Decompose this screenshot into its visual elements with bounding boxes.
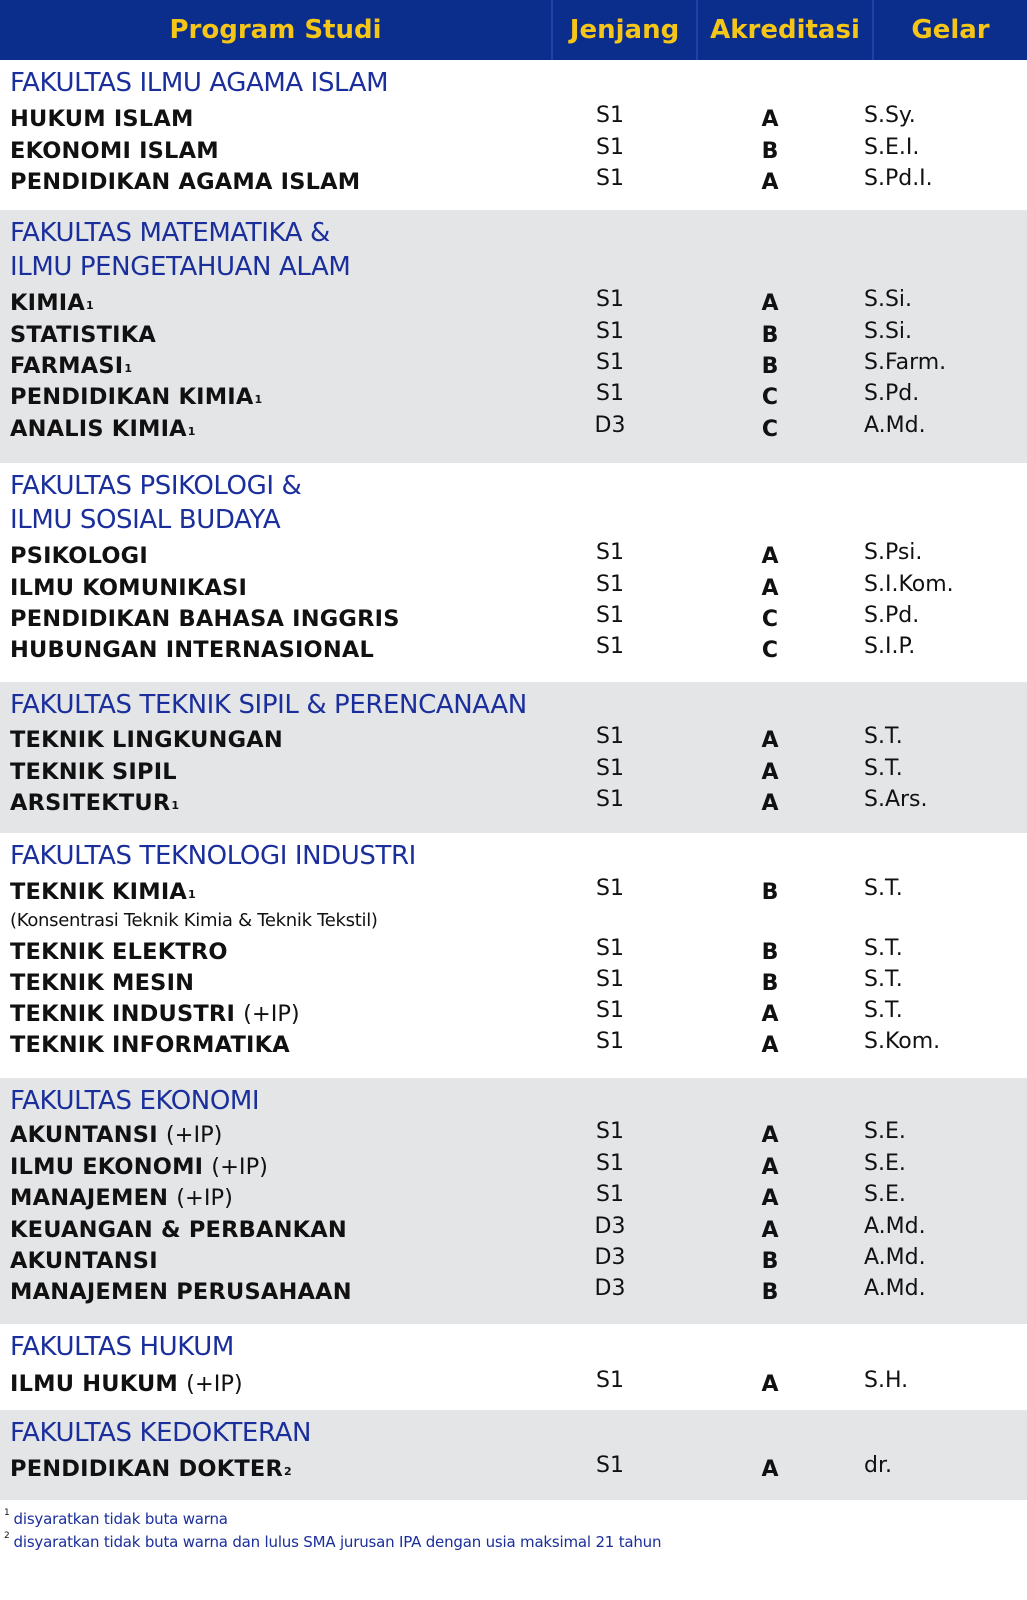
akreditasi-cell: B <box>761 880 779 905</box>
faculty-section <box>0 1324 1027 1410</box>
gelar-cell: S.Si. <box>864 287 913 312</box>
gelar-cell: S.I.P. <box>864 634 916 659</box>
akreditasi-cell: A <box>761 1123 779 1148</box>
gelar-cell: A.Md. <box>864 1214 926 1239</box>
program-name-text: TEKNIK INFORMATIKA <box>10 1032 290 1058</box>
faculty-section <box>0 1078 1027 1324</box>
gelar-cell: S.Ars. <box>864 787 928 812</box>
jenjang-cell: S1 <box>596 319 624 344</box>
table-row <box>0 788 1027 819</box>
faculty-title: FAKULTAS EKONOMI <box>10 1086 260 1116</box>
program-name-text: HUKUM ISLAM <box>10 106 194 132</box>
program-name <box>10 414 196 445</box>
jenjang-cell: S1 <box>596 572 624 597</box>
program-name <box>10 725 283 756</box>
program-name-text: EKONOMI ISLAM <box>10 138 219 164</box>
faculty-title: FAKULTAS ILMU AGAMA ISLAM <box>10 68 389 98</box>
program-name <box>10 1152 268 1183</box>
program-name-text: PSIKOLOGI <box>10 543 148 569</box>
jenjang-cell: D3 <box>594 1276 626 1301</box>
program-name-text: TEKNIK KIMIA <box>10 879 188 905</box>
program-name-text: TEKNIK ELEKTRO <box>10 939 228 965</box>
faculty-section <box>0 60 1027 210</box>
gelar-cell: S.T. <box>864 936 903 961</box>
gelar-cell: S.Pd. <box>864 603 920 628</box>
gelar-cell: A.Md. <box>864 413 926 438</box>
jenjang-cell: S1 <box>596 634 624 659</box>
faculty-section <box>0 1410 1027 1500</box>
faculty-section <box>0 682 1027 833</box>
faculty-title: FAKULTAS KEDOKTERAN <box>10 1418 312 1448</box>
program-name <box>10 1183 233 1214</box>
program-name-text: TEKNIK SIPIL <box>10 759 177 785</box>
jenjang-cell: S1 <box>596 103 624 128</box>
faculty-section <box>0 833 1027 1078</box>
table-row <box>0 167 1027 198</box>
gelar-cell: S.Pd. <box>864 381 920 406</box>
program-name <box>10 604 400 635</box>
program-name <box>10 1030 290 1061</box>
akreditasi-cell: A <box>761 1155 779 1180</box>
table-row <box>0 382 1027 413</box>
akreditasi-cell: A <box>761 760 779 785</box>
program-name-text: TEKNIK LINGKUNGAN <box>10 727 283 753</box>
jenjang-cell: S1 <box>596 287 624 312</box>
program-name-text: AKUNTANSI <box>10 1248 158 1274</box>
faculty-title: FAKULTAS TEKNOLOGI INDUSTRI <box>10 841 416 871</box>
header-akreditasi: Akreditasi <box>696 0 872 60</box>
footnote-marker: 1 <box>85 299 94 312</box>
table-row <box>0 104 1027 135</box>
gelar-cell: S.Psi. <box>864 540 923 565</box>
program-name-text: MANAJEMEN <box>10 1185 169 1211</box>
program-name <box>10 1120 222 1151</box>
program-extra: (+IP) <box>176 1185 233 1211</box>
faculty-section <box>0 463 1027 682</box>
table-row <box>0 414 1027 445</box>
program-name <box>10 167 360 198</box>
program-name <box>10 1215 347 1246</box>
faculty-section <box>0 210 1027 463</box>
table-row <box>0 1183 1027 1214</box>
program-name-text: ARSITEKTUR <box>10 790 171 816</box>
footnote-1-text: disyaratkan tidak buta warna <box>13 1510 228 1528</box>
jenjang-cell: S1 <box>596 724 624 749</box>
akreditasi-cell: A <box>761 1218 779 1243</box>
table-row <box>0 1030 1027 1061</box>
gelar-cell: S.T. <box>864 998 903 1023</box>
gelar-cell: S.T. <box>864 876 903 901</box>
jenjang-cell: S1 <box>596 756 624 781</box>
faculty-title: FAKULTAS MATEMATIKA & <box>10 218 330 248</box>
faculty-title: ILMU SOSIAL BUDAYA <box>10 505 281 535</box>
program-name-text: KEUANGAN & PERBANKAN <box>10 1217 347 1243</box>
akreditasi-cell: A <box>761 791 779 816</box>
gelar-cell: S.T. <box>864 756 903 781</box>
akreditasi-cell: A <box>761 1372 779 1397</box>
jenjang-cell: S1 <box>596 135 624 160</box>
footnote-2-text: disyaratkan tidak buta warna dan lulus SMA jurusan IPA dengan usia maksimal 21 tahun <box>13 1533 662 1551</box>
jenjang-cell: D3 <box>594 413 626 438</box>
program-name <box>10 320 156 351</box>
program-name <box>10 288 94 319</box>
akreditasi-cell: A <box>761 1002 779 1027</box>
jenjang-cell: S1 <box>596 1119 624 1144</box>
program-name <box>10 136 219 167</box>
program-extra: (+IP) <box>243 1001 300 1027</box>
program-name-text: HUBUNGAN INTERNASIONAL <box>10 637 375 663</box>
jenjang-cell: S1 <box>596 603 624 628</box>
program-name <box>10 1246 158 1277</box>
jenjang-cell: S1 <box>596 1368 624 1393</box>
jenjang-cell: S1 <box>596 998 624 1023</box>
footnote-marker: 1 <box>254 393 263 406</box>
faculty-title: ILMU PENGETAHUAN ALAM <box>10 252 351 282</box>
header-gelar: Gelar <box>872 0 1027 60</box>
header-jenjang: Jenjang <box>551 0 696 60</box>
footnote-marker: 1 <box>187 425 196 438</box>
akreditasi-cell: C <box>761 417 779 442</box>
program-name-text: PENDIDIKAN BAHASA INGGRIS <box>10 606 400 632</box>
program-name <box>10 382 262 413</box>
footnote-marker: 2 <box>283 1465 292 1478</box>
program-name <box>10 1454 292 1485</box>
akreditasi-cell: B <box>761 354 779 379</box>
program-name-text: ILMU HUKUM <box>10 1371 179 1397</box>
table-row <box>0 725 1027 756</box>
gelar-cell: S.I.Kom. <box>864 572 954 597</box>
akreditasi-cell: A <box>761 1033 779 1058</box>
akreditasi-cell: B <box>761 1249 779 1274</box>
jenjang-cell: D3 <box>594 1214 626 1239</box>
faculty-title: FAKULTAS TEKNIK SIPIL & PERENCANAAN <box>10 690 527 720</box>
program-extra: (+IP) <box>186 1371 243 1397</box>
jenjang-cell: S1 <box>596 1029 624 1054</box>
akreditasi-cell: C <box>761 638 779 663</box>
gelar-cell: S.E. <box>864 1119 906 1144</box>
header-program-studi: Program Studi <box>169 15 382 45</box>
program-name-text: ANALIS KIMIA <box>10 416 187 442</box>
akreditasi-cell: C <box>761 385 779 410</box>
program-name-text: AKUNTANSI <box>10 1122 158 1148</box>
akreditasi-cell: A <box>761 576 779 601</box>
jenjang-cell: S1 <box>596 967 624 992</box>
program-name <box>10 1369 243 1400</box>
jenjang-cell: S1 <box>596 1151 624 1176</box>
faculty-title: FAKULTAS HUKUM <box>10 1332 234 1362</box>
program-name <box>10 757 177 788</box>
footnote-marker: 1 <box>188 888 196 901</box>
program-name <box>10 999 300 1030</box>
program-name <box>10 968 194 999</box>
jenjang-cell: D3 <box>594 1245 626 1270</box>
akreditasi-cell: A <box>761 544 779 569</box>
jenjang-cell: S1 <box>596 350 624 375</box>
gelar-cell: S.E. <box>864 1182 906 1207</box>
program-name-text: ILMU KOMUNIKASI <box>10 575 248 601</box>
akreditasi-cell: C <box>761 607 779 632</box>
program-name-text: ILMU EKONOMI <box>10 1154 204 1180</box>
footnote-2-mark: 2 <box>4 1531 10 1541</box>
program-note: (Konsentrasi Teknik Kimia & Teknik Tekstil) <box>10 910 378 931</box>
jenjang-cell: S1 <box>596 540 624 565</box>
akreditasi-cell: B <box>761 971 779 996</box>
table-row <box>0 635 1027 666</box>
program-name <box>10 104 194 135</box>
program-name-text: TEKNIK MESIN <box>10 970 195 996</box>
table-row <box>0 541 1027 572</box>
akreditasi-cell: B <box>761 139 779 164</box>
program-name <box>10 351 132 382</box>
gelar-cell: S.Sy. <box>864 103 916 128</box>
gelar-cell: A.Md. <box>864 1245 926 1270</box>
jenjang-cell: S1 <box>596 166 624 191</box>
gelar-cell: S.Si. <box>864 319 913 344</box>
gelar-cell: S.E. <box>864 1151 906 1176</box>
table-row <box>0 877 1027 908</box>
akreditasi-cell: A <box>761 1186 779 1211</box>
jenjang-cell: S1 <box>596 787 624 812</box>
gelar-cell: S.Kom. <box>864 1029 941 1054</box>
program-name-text: FARMASI <box>10 353 124 379</box>
akreditasi-cell: B <box>761 940 779 965</box>
footnote-2 <box>4 1533 661 1551</box>
jenjang-cell: S1 <box>596 1182 624 1207</box>
program-name-text: PENDIDIKAN DOKTER <box>10 1456 283 1482</box>
akreditasi-cell: A <box>761 1457 779 1482</box>
program-name <box>10 788 179 819</box>
program-name <box>10 937 228 968</box>
program-name-text: KIMIA <box>10 290 85 316</box>
gelar-cell: S.T. <box>864 967 903 992</box>
program-name <box>10 877 196 908</box>
program-name <box>10 1277 352 1308</box>
akreditasi-cell: A <box>761 728 779 753</box>
table-row <box>0 1120 1027 1151</box>
akreditasi-cell: A <box>761 291 779 316</box>
program-name-text: PENDIDIKAN KIMIA <box>10 384 254 410</box>
program-name <box>10 573 247 604</box>
gelar-cell: S.Farm. <box>864 350 947 375</box>
footnote-1 <box>4 1510 228 1528</box>
gelar-cell: S.Pd.I. <box>864 166 933 191</box>
footnote-1-mark: 1 <box>4 1508 10 1518</box>
program-name-text: TEKNIK INDUSTRI <box>10 1001 236 1027</box>
akreditasi-cell: A <box>761 107 779 132</box>
jenjang-cell: S1 <box>596 876 624 901</box>
program-extra: (+IP) <box>211 1154 268 1180</box>
gelar-cell: S.H. <box>864 1368 909 1393</box>
program-name <box>10 635 374 666</box>
faculty-title: FAKULTAS PSIKOLOGI & <box>10 471 302 501</box>
gelar-cell: A.Md. <box>864 1276 926 1301</box>
footnote-marker: 1 <box>124 362 133 375</box>
jenjang-cell: S1 <box>596 381 624 406</box>
jenjang-cell: S1 <box>596 1453 624 1478</box>
gelar-cell: S.E.I. <box>864 135 920 160</box>
akreditasi-cell: B <box>761 1280 779 1305</box>
program-name-text: MANAJEMEN PERUSAHAAN <box>10 1279 352 1305</box>
program-extra: (+IP) <box>165 1122 223 1148</box>
table-row <box>0 288 1027 319</box>
program-name-text: STATISTIKA <box>10 322 156 348</box>
gelar-cell: S.T. <box>864 724 903 749</box>
akreditasi-cell: B <box>761 323 779 348</box>
gelar-cell: dr. <box>864 1453 892 1478</box>
program-name-text: PENDIDIKAN AGAMA ISLAM <box>10 169 361 195</box>
program-name <box>10 541 148 572</box>
akreditasi-cell: A <box>761 170 779 195</box>
table-header <box>0 0 1027 60</box>
table-row <box>0 1369 1027 1400</box>
table-row <box>0 1454 1027 1485</box>
table-row <box>0 1277 1027 1308</box>
footnote-marker: 1 <box>171 799 180 812</box>
jenjang-cell: S1 <box>596 936 624 961</box>
